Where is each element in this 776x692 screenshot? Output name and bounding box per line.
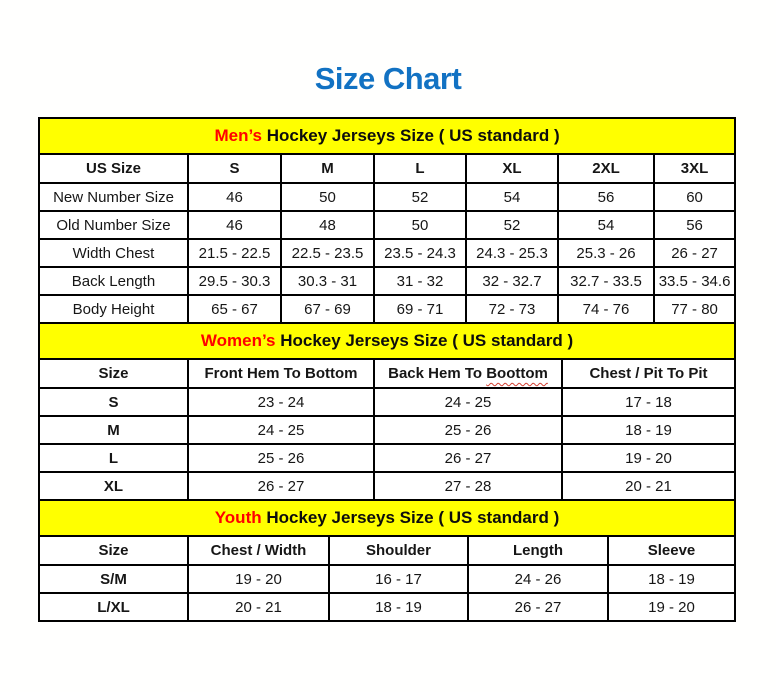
mens-table-row — [39, 295, 735, 323]
mens-table-row — [39, 267, 735, 295]
value-cell: 17 - 18 — [562, 388, 735, 416]
value-cell: 29.5 - 30.3 — [188, 267, 281, 295]
mens-header-row — [39, 154, 735, 183]
womens-header-row — [39, 359, 735, 388]
value-cell: 65 - 67 — [188, 295, 281, 323]
value-cell: 20 - 21 — [562, 472, 735, 500]
value-cell: 26 - 27 — [654, 239, 735, 267]
value-cell: 50 — [374, 211, 466, 239]
column-header: Chest / Pit To Pit — [562, 359, 735, 388]
row-label: M — [39, 416, 188, 444]
value-cell: 72 - 73 — [466, 295, 558, 323]
page-title: Size Chart — [314, 61, 462, 96]
womens-banner-row — [39, 323, 735, 359]
value-cell: 50 — [281, 183, 374, 211]
value-cell: 69 - 71 — [374, 295, 466, 323]
column-header: 2XL — [558, 154, 654, 183]
value-cell: 48 — [281, 211, 374, 239]
womens-banner: Women’s Hockey Jerseys Size ( US standard ) — [39, 323, 735, 359]
value-cell: 21.5 - 22.5 — [188, 239, 281, 267]
value-cell: 31 - 32 — [374, 267, 466, 295]
column-header: Sleeve — [608, 536, 735, 565]
youth-banner-highlight: Youth — [214, 508, 262, 528]
value-cell: 26 - 27 — [188, 472, 374, 500]
value-cell: 22.5 - 23.5 — [281, 239, 374, 267]
column-header: 3XL — [654, 154, 735, 183]
row-label: Old Number Size — [39, 211, 188, 239]
value-cell: 25.3 - 26 — [558, 239, 654, 267]
youth-size-table — [38, 499, 736, 622]
womens-table-row — [39, 472, 735, 500]
value-cell: 24 - 25 — [188, 416, 374, 444]
womens-table-row — [39, 444, 735, 472]
mens-table-row — [39, 183, 735, 211]
mens-size-table — [38, 117, 736, 324]
row-label: Width Chest — [39, 239, 188, 267]
value-cell: 56 — [558, 183, 654, 211]
value-cell: 33.5 - 34.6 — [654, 267, 735, 295]
youth-banner-row — [39, 500, 735, 536]
value-cell: 46 — [188, 211, 281, 239]
value-cell: 25 - 26 — [188, 444, 374, 472]
row-label: S/M — [39, 565, 188, 593]
value-cell: 60 — [654, 183, 735, 211]
misspelled-word: Boottom — [486, 365, 548, 383]
column-header: Chest / Width — [188, 536, 329, 565]
value-cell: 67 - 69 — [281, 295, 374, 323]
column-header: Shoulder — [329, 536, 468, 565]
womens-banner-highlight: Women’s — [200, 331, 276, 351]
column-header: Size — [39, 536, 188, 565]
value-cell: 27 - 28 — [374, 472, 562, 500]
value-cell: 19 - 20 — [562, 444, 735, 472]
value-cell: 77 - 80 — [654, 295, 735, 323]
value-cell: 46 — [188, 183, 281, 211]
youth-table-row — [39, 593, 735, 621]
value-cell: 25 - 26 — [374, 416, 562, 444]
value-cell: 26 - 27 — [468, 593, 608, 621]
value-cell: 16 - 17 — [329, 565, 468, 593]
row-label: L/XL — [39, 593, 188, 621]
column-header: L — [374, 154, 466, 183]
value-cell: 19 - 20 — [188, 565, 329, 593]
column-header: US Size — [39, 154, 188, 183]
column-header: Front Hem To Bottom — [188, 359, 374, 388]
value-cell: 20 - 21 — [188, 593, 329, 621]
row-label: New Number Size — [39, 183, 188, 211]
mens-banner-row — [39, 118, 735, 154]
value-cell: 19 - 20 — [608, 593, 735, 621]
value-cell: 18 - 19 — [329, 593, 468, 621]
column-header: Length — [468, 536, 608, 565]
value-cell: 24 - 25 — [374, 388, 562, 416]
value-cell: 18 - 19 — [562, 416, 735, 444]
value-cell: 26 - 27 — [374, 444, 562, 472]
value-cell: 24 - 26 — [468, 565, 608, 593]
youth-banner: Youth Hockey Jerseys Size ( US standard ) — [39, 500, 735, 536]
value-cell: 52 — [466, 211, 558, 239]
value-cell: 54 — [558, 211, 654, 239]
value-cell: 32 - 32.7 — [466, 267, 558, 295]
value-cell: 74 - 76 — [558, 295, 654, 323]
column-header: Size — [39, 359, 188, 388]
row-label: XL — [39, 472, 188, 500]
youth-header-row — [39, 536, 735, 565]
row-label: L — [39, 444, 188, 472]
womens-table-row — [39, 416, 735, 444]
value-cell: 24.3 - 25.3 — [466, 239, 558, 267]
value-cell: 23 - 24 — [188, 388, 374, 416]
youth-table-row — [39, 565, 735, 593]
mens-banner-highlight: Men’s — [214, 126, 262, 146]
mens-table-row — [39, 239, 735, 267]
size-chart-tables — [38, 117, 734, 622]
mens-banner: Men’s Hockey Jerseys Size ( US standard ) — [39, 118, 735, 154]
value-cell: 32.7 - 33.5 — [558, 267, 654, 295]
womens-size-table — [38, 322, 736, 501]
value-cell: 56 — [654, 211, 735, 239]
row-label: Body Height — [39, 295, 188, 323]
column-header: M — [281, 154, 374, 183]
womens-table-row — [39, 388, 735, 416]
value-cell: 52 — [374, 183, 466, 211]
column-header: XL — [466, 154, 558, 183]
value-cell: 18 - 19 — [608, 565, 735, 593]
value-cell: 23.5 - 24.3 — [374, 239, 466, 267]
value-cell: 54 — [466, 183, 558, 211]
row-label: Back Length — [39, 267, 188, 295]
mens-table-row — [39, 211, 735, 239]
value-cell: 30.3 - 31 — [281, 267, 374, 295]
column-header: S — [188, 154, 281, 183]
column-header: Back Hem To Boottom — [374, 359, 562, 388]
row-label: S — [39, 388, 188, 416]
